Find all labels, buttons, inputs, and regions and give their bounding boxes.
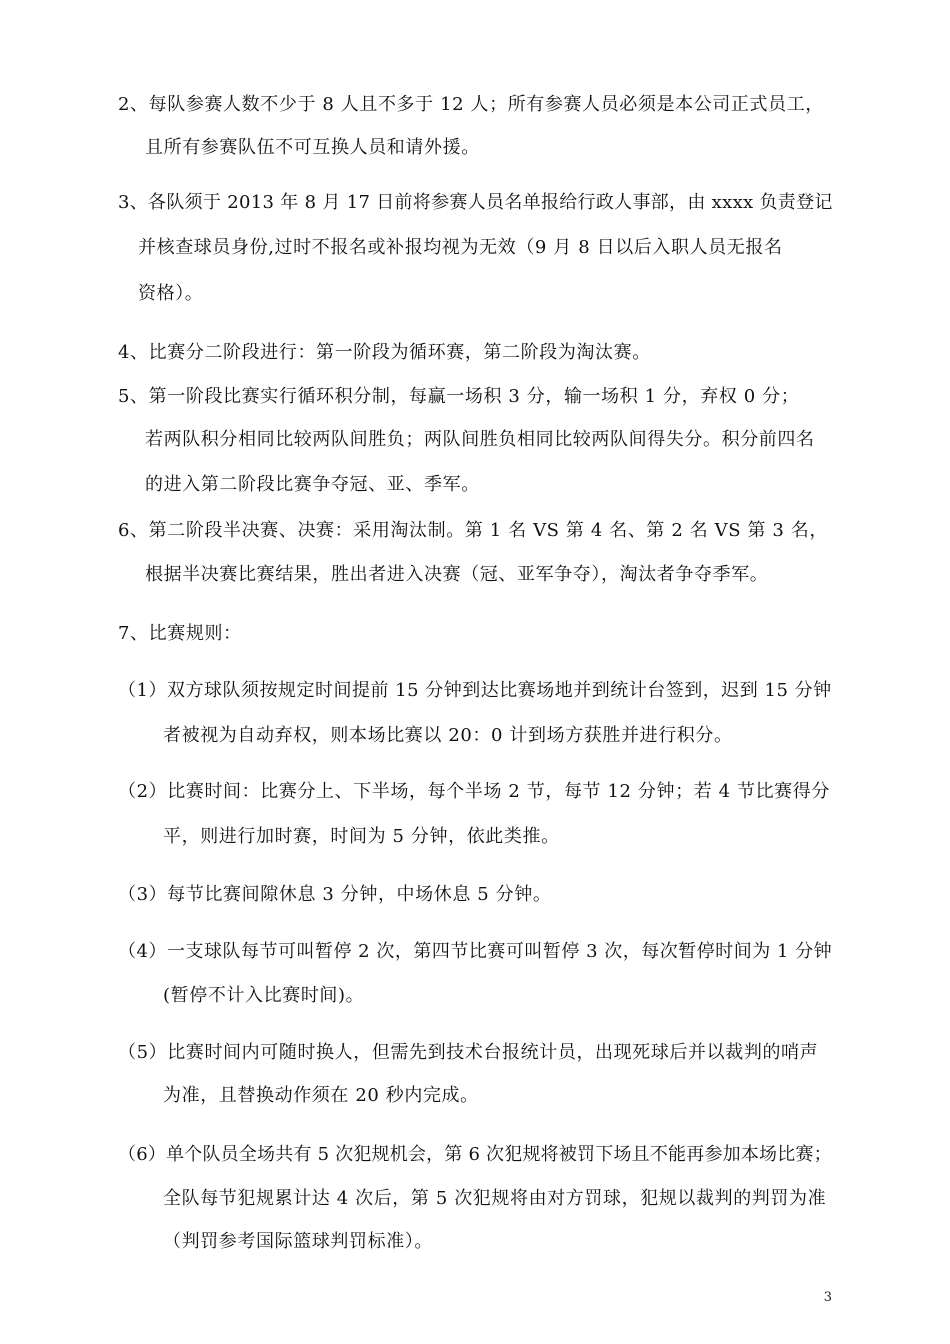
rule-line: （1）双方球队须按规定时间提前 15 分钟到达比赛场地并到统计台签到，迟到 15 分钟 xyxy=(118,680,832,701)
paragraph-line: 资格）。 xyxy=(138,283,204,304)
rule-line: 全队每节犯规累计达 4 次后，第 5 次犯规将由对方罚球，犯规以裁判的判罚为准 xyxy=(163,1188,827,1209)
rule-line: 平，则进行加时赛，时间为 5 分钟，依此类推。 xyxy=(163,826,560,847)
rule-line: （5）比赛时间内可随时换人，但需先到技术台报统计员，出现死球后并以裁判的哨声 xyxy=(118,1042,819,1063)
paragraph-line: 6、第二阶段半决赛、决赛：采用淘汰制。第 1 名 VS 第 4 名、第 2 名 VS 第 3 名， xyxy=(118,520,828,541)
rule-line: (暂停不计入比赛时间)。 xyxy=(163,985,365,1006)
rule-line: （6）单个队员全场共有 5 次犯规机会，第 6 次犯规将被罚下场且不能再参加本场比赛； xyxy=(118,1144,832,1165)
rule-line: 者被视为自动弃权，则本场比赛以 20：0 计到场方获胜并进行积分。 xyxy=(163,725,733,746)
paragraph-line: 并核查球员身份,过时不报名或补报均视为无效（9 月 8 日以后入职人员无报名 xyxy=(138,237,783,258)
paragraph-line: 若两队积分相同比较两队间胜负；两队间胜负相同比较两队间得失分。积分前四名 xyxy=(145,429,815,450)
rule-line: （判罚参考国际篮球判罚标准）。 xyxy=(163,1231,433,1252)
rule-line: 为准，且替换动作须在 20 秒内完成。 xyxy=(163,1085,479,1106)
rule-line: （3）每节比赛间隙休息 3 分钟，中场休息 5 分钟。 xyxy=(118,884,552,905)
paragraph-line: 且所有参赛队伍不可互换人员和请外援。 xyxy=(145,137,480,158)
rule-line: （4）一支球队每节可叫暂停 2 次，第四节比赛可叫暂停 3 次，每次暂停时间为 1 分钟 xyxy=(118,941,833,962)
paragraph-line: 的进入第二阶段比赛争夺冠、亚、季军。 xyxy=(145,474,480,495)
rule-line: （2）比赛时间：比赛分上、下半场，每个半场 2 节，每节 12 分钟；若 4 节比赛得分 xyxy=(118,781,830,802)
paragraph-line: 5、第一阶段比赛实行循环积分制，每赢一场积 3 分，输一场积 1 分，弃权 0 分； xyxy=(118,386,800,407)
page-number: 3 xyxy=(823,1290,832,1305)
section-heading: 7、比赛规则： xyxy=(118,623,242,644)
paragraph-line: 根据半决赛比赛结果，胜出者进入决赛（冠、亚军争夺），淘汰者争夺季军。 xyxy=(145,564,769,585)
paragraph-line: 3、各队须于 2013 年 8 月 17 日前将参赛人员名单报给行政人事部，由 xxxx 负责登记 xyxy=(118,192,833,213)
paragraph-line: 2、每队参赛人数不少于 8 人且不多于 12 人；所有参赛人员必须是本公司正式员工， xyxy=(118,94,824,115)
paragraph-line: 4、比赛分二阶段进行：第一阶段为循环赛，第二阶段为淘汰赛。 xyxy=(118,342,651,363)
